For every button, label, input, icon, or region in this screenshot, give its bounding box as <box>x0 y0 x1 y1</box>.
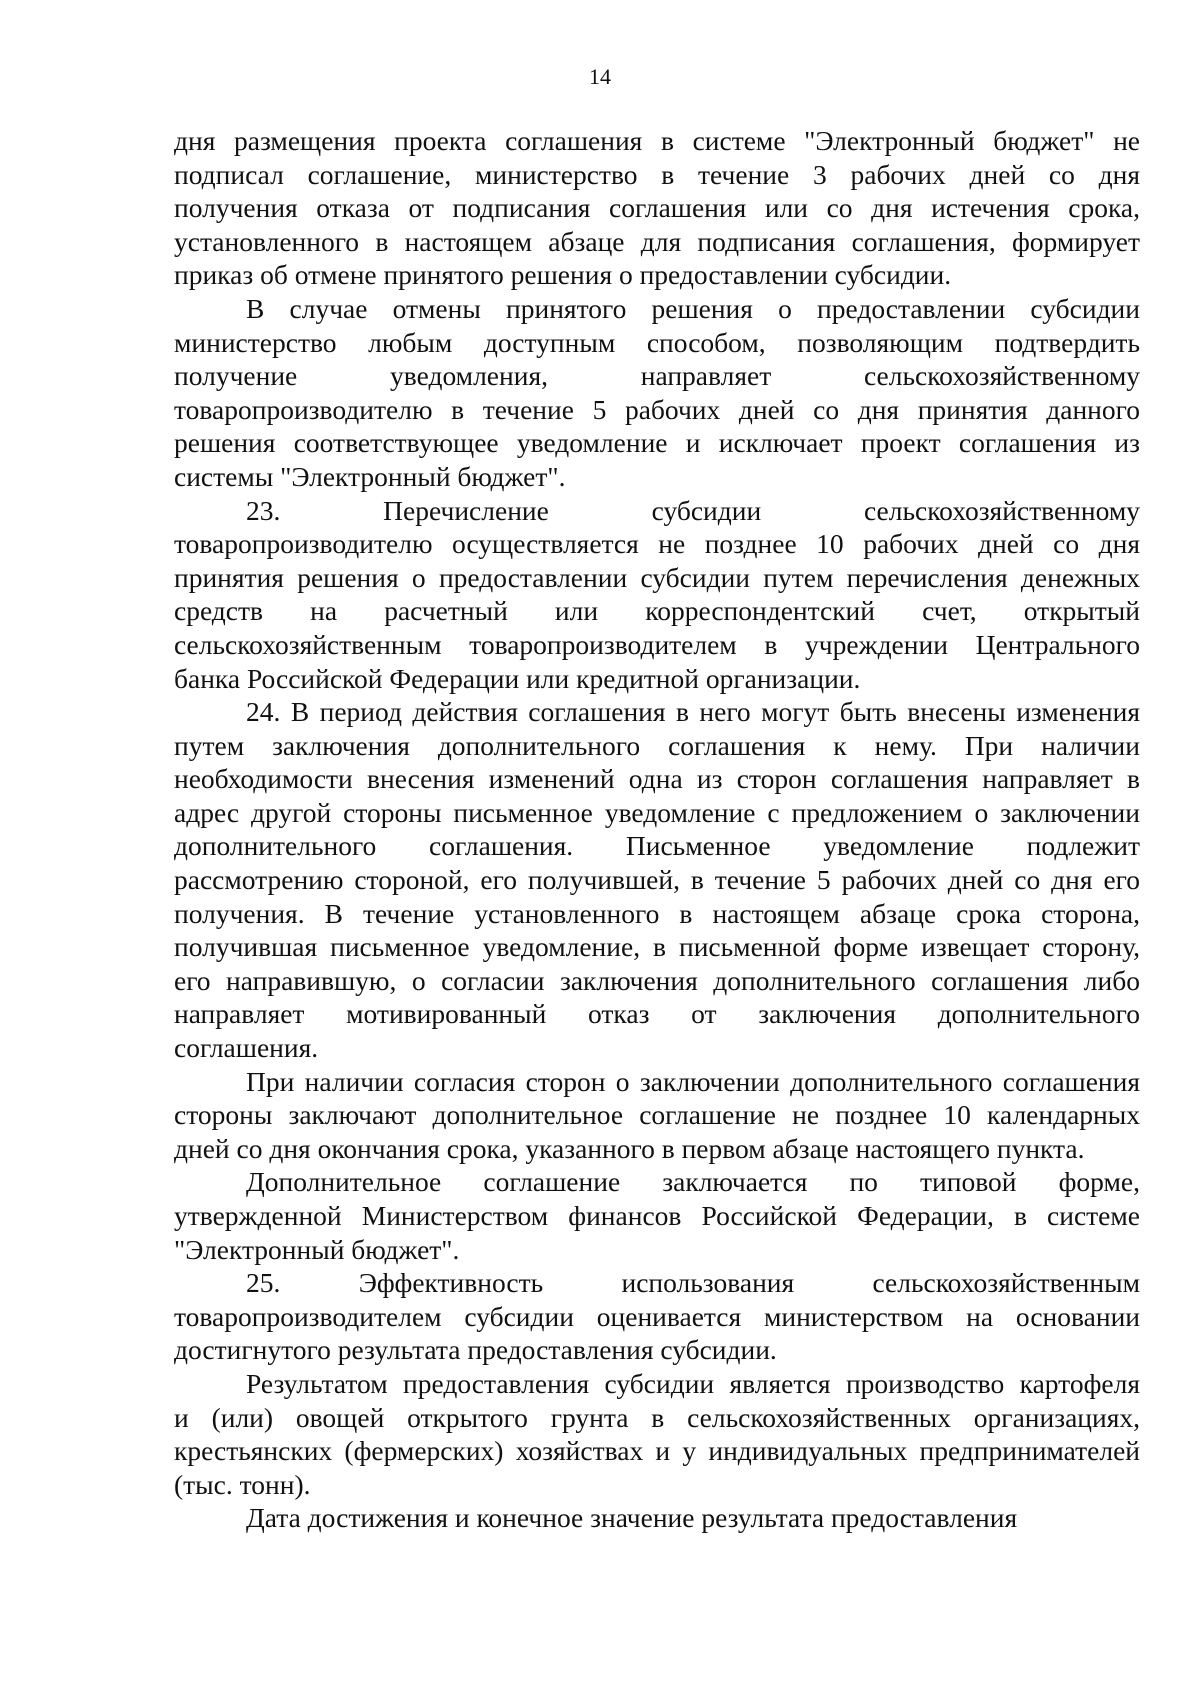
text-line: При наличии согласия сторон о заключении дополнительного соглашения <box>246 1065 1140 1097</box>
text-line: решения соответствующее уведомление и исключает проект соглашения из <box>174 427 1140 459</box>
paragraph <box>174 695 1140 1065</box>
text-line: приказ об отмене принятого решения о предоставлении субсидии. <box>174 259 952 291</box>
text-line: 23. Перечисление субсидии сельскохозяйственному <box>246 494 1140 526</box>
text-line: дней со дня окончания срока, указанного в первом абзаце настоящего пункта. <box>174 1132 1085 1164</box>
text-line: "Электронный бюджет". <box>174 1233 460 1265</box>
text-line: 25. Эффективность использования сельскохозяйственным <box>246 1267 1140 1299</box>
text-line: получившая письменное уведомление, в письменной форме извещает сторону, <box>174 931 1140 963</box>
text-line: необходимости внесения изменений одна из сторон соглашения направляет в <box>174 763 1140 795</box>
text-line: установленного в настоящем абзаце для подписания соглашения, формирует <box>174 225 1140 257</box>
text-line: Дополнительное соглашение заключается по типовой форме, <box>246 1166 1140 1198</box>
text-line: В случае отмены принятого решения о предоставлении субсидии <box>246 292 1140 324</box>
text-line: Дата достижения и конечное значение результата предоставления <box>246 1502 1018 1534</box>
page-number: 14 <box>589 64 611 89</box>
text-line: и (или) овощей открытого грунта в сельскохозяйственных организациях, <box>174 1401 1140 1433</box>
text-line: получения. В течение установленного в настоящем абзаце срока сторона, <box>174 897 1140 929</box>
text-line: получение уведомления, направляет сельскохозяйственному <box>174 360 1140 392</box>
text-line: крестьянских (фермерских) хозяйствах и у индивидуальных предпринимателей <box>174 1435 1140 1467</box>
text-line: стороны заключают дополнительное соглашение не позднее 10 календарных <box>174 1099 1140 1131</box>
text-line: достигнутого результата предоставления субсидии. <box>174 1334 777 1366</box>
paragraph <box>174 1065 1140 1166</box>
paragraph <box>174 494 1140 696</box>
text-line: его направившую, о согласии заключения дополнительного соглашения либо <box>174 964 1140 996</box>
paragraph <box>174 1266 1140 1367</box>
text-line: системы "Электронный бюджет". <box>174 460 566 492</box>
text-line: направляет мотивированный отказ от заключения дополнительного <box>174 998 1140 1030</box>
text-line: адрес другой стороны письменное уведомление с предложением о заключении <box>174 796 1140 828</box>
text-line: подписал соглашение, министерство в течение 3 рабочих дней со дня <box>174 158 1140 190</box>
text-line: 24. В период действия соглашения в него могут быть внесены изменения <box>246 696 1140 728</box>
text-line: министерство любым доступным способом, позволяющим подтвердить <box>174 326 1140 358</box>
text-line: утвержденной Министерством финансов Российской Федерации, в системе <box>174 1200 1140 1231</box>
text-line: Результатом предоставления субсидии является производство картофеля <box>246 1367 1140 1399</box>
text-line: средств на расчетный или корреспондентский счет, открытый <box>174 595 1140 627</box>
text-line: принятия решения о предоставлении субсидии путем перечисления денежных <box>174 561 1140 593</box>
text-line: сельскохозяйственным товаропроизводителем в учреждении Центрального <box>174 628 1140 660</box>
text-line: дополнительного соглашения. Письменное уведомление подлежит <box>174 830 1140 862</box>
text-line: товаропроизводителю осуществляется не позднее 10 рабочих дней со дня <box>174 528 1140 560</box>
paragraph <box>174 1165 1140 1266</box>
paragraph <box>174 1501 1140 1535</box>
paragraph <box>174 1367 1140 1501</box>
text-line: товаропроизводителю в течение 5 рабочих дней со дня принятия данного <box>174 393 1140 425</box>
document-body <box>174 124 1140 1535</box>
text-line: получения отказа от подписания соглашения или со дня истечения срока, <box>174 192 1140 224</box>
paragraph <box>174 292 1140 494</box>
text-line: банка Российской Федерации или кредитной организации. <box>174 662 861 694</box>
paragraph <box>174 124 1140 292</box>
text-line: путем заключения дополнительного соглашения к нему. При наличии <box>174 729 1140 761</box>
text-line: дня размещения проекта соглашения в системе "Электронный бюджет" не <box>174 125 1140 156</box>
text-line: товаропроизводителем субсидии оценивается министерством на основании <box>174 1300 1140 1332</box>
text-line: рассмотрению стороной, его получившей, в течение 5 рабочих дней со дня его <box>174 864 1140 896</box>
text-line: (тыс. тонн). <box>174 1468 311 1500</box>
text-line: соглашения. <box>174 1032 319 1064</box>
